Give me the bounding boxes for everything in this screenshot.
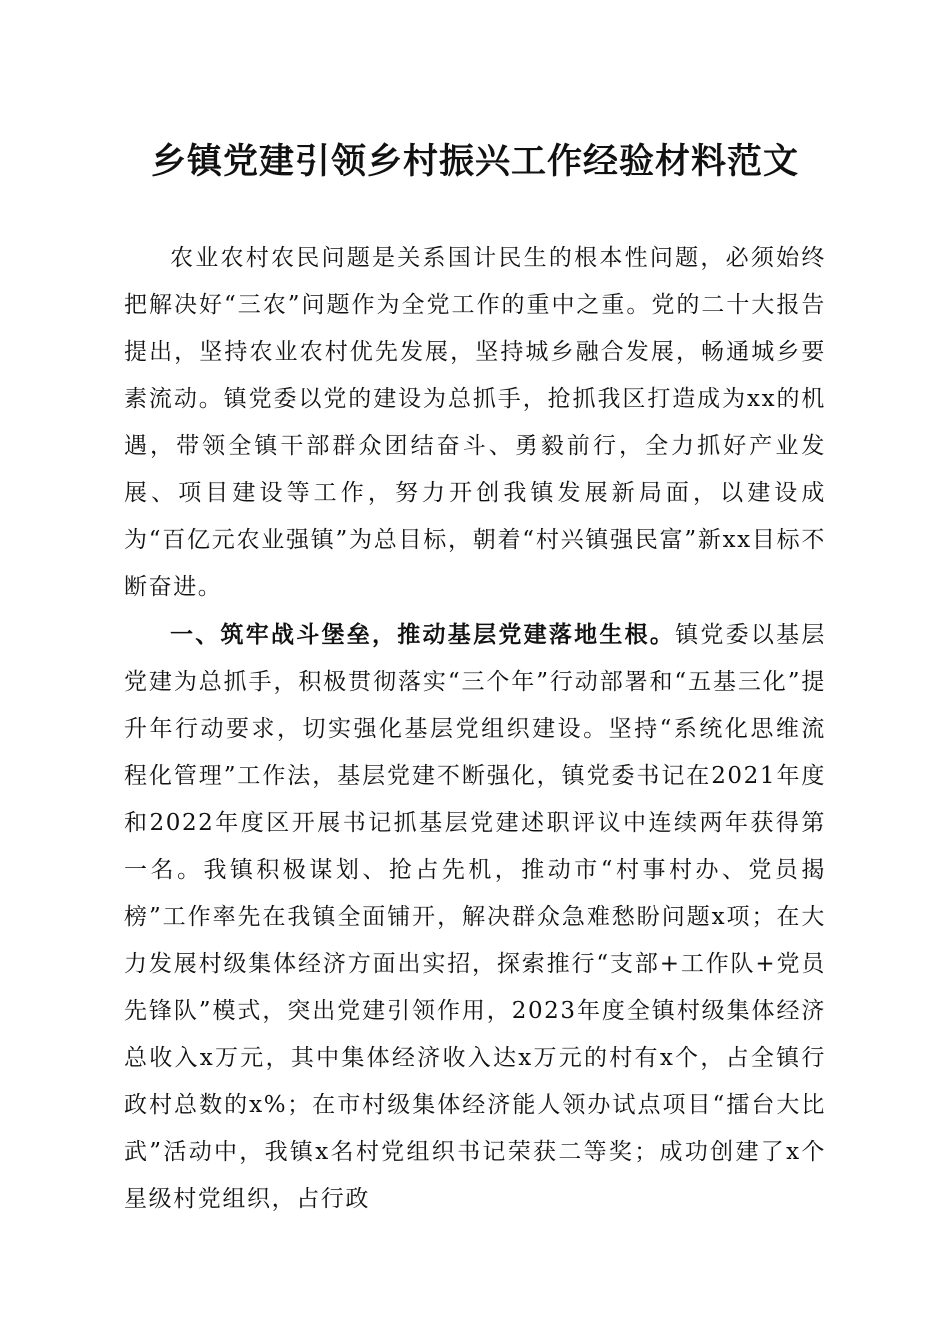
document-title: 乡镇党建引领乡村振兴工作经验材料范文 xyxy=(150,141,799,182)
intro-paragraph xyxy=(124,235,826,611)
section-one-heading: 一、筑牢战斗堡垒，推动基层党建落地生根。 xyxy=(170,621,676,648)
section-one-text: 镇党委以基层党建为总抓手，积极贯彻落实“三个年”行动部署和“五基三化”提升年行动要求，切实强化基层党组织建设。坚持“系统化思维流程化管理”工作法，基层党建不断强化，镇党委书记在2021年度和2022年度区开展书记抓基层党建述职评议中连续两年获得第一名。我镇积极谋划、抢占先机，推动市“村事村办、党员揭榜”工作率先在我镇全面铺开，解决群众急难愁盼问题x项；在大力发展村级集体经济方面出实招，探索推行“支部+工作队+党员先锋队”模式，突出党建引领作用，2023年度全镇村级集体经济总收入x万元，其中集体经济收入达x万元的村有x个，占全镇行政村总数的x%；在市村级集体经济能人领办试点项目“擂台大比武”活动中，我镇x名村党组织书记荣获二等奖；成功创建了x个星级村党组织，占行政 xyxy=(124,622,827,1212)
intro-paragraph-text: 农业农村农民问题是关系国计民生的根本性问题，必须始终把解决好“三农”问题作为全党工作的重中之重。党的二十大报告提出，坚持农业农村优先发展，坚持城乡融合发展，畅通城乡要素流动。镇党委以党的建设为总抓手，抢抓我区打造成为xx的机遇，带领全镇干部群众团结奋斗、勇毅前行，全力抓好产业发展、项目建设等工作，努力开创我镇发展新局面，以建设成为“百亿元农业强镇”为总目标，朝着“村兴镇强民富”新xx目标不断奋进。 xyxy=(124,245,826,600)
section-one-paragraph xyxy=(124,611,826,1223)
